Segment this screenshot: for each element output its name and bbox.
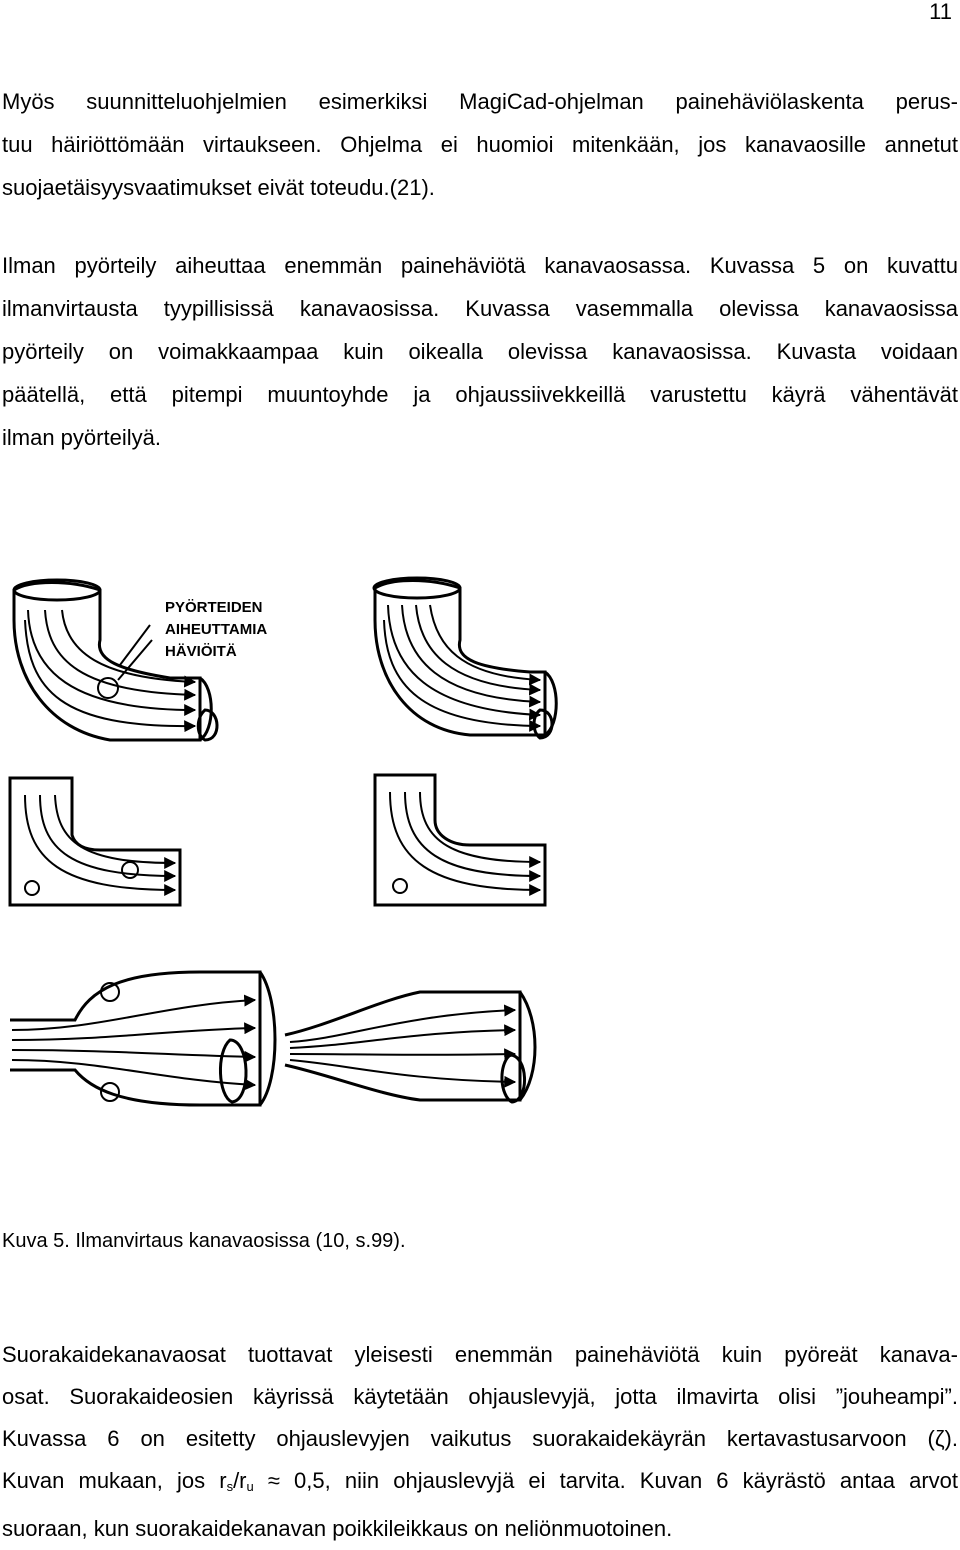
text-line: osat. Suorakaideosien käyrissä käytetään ohjauslevyjä, jotta ilmavirta olisi ”jouheampi”. (2, 1384, 958, 1409)
elbow-round-left (14, 580, 267, 740)
paragraph-1 (2, 80, 958, 209)
label-line: PYÖRTEIDEN (165, 599, 263, 616)
paragraph-2 (2, 244, 958, 459)
text-line-with-formula (2, 1460, 958, 1508)
subscript-s: s (226, 1479, 234, 1494)
figure-caption: Kuva 5. Ilmanvirtaus kanavaosissa (10, s.99). (2, 1230, 406, 1252)
elbow-rect-right (375, 775, 545, 905)
elbow-round-vanes (374, 578, 556, 738)
gradual-transition (285, 992, 535, 1102)
text-line: suojaetäisyysvaatimukset eivät toteudu.(21). (2, 175, 435, 200)
text-line: Ilman pyörteily aiheuttaa enemmän painehäviötä kanavaosassa. Kuvassa 5 on kuvattu (2, 253, 958, 278)
subscript-u: u (246, 1479, 254, 1494)
text-fragment: ≈ 0,5, niin ohjauslevyjä ei tarvita. Kuvan 6 käyrästö antaa arvot (253, 1468, 958, 1493)
abrupt-expansion (10, 972, 275, 1105)
text-line: Kuvassa 6 on esitetty ohjauslevyjen vaikutus suorakaidekäyrän kertavastusarvoon (ζ). (2, 1426, 958, 1451)
vortex-loss-label (165, 599, 267, 660)
text-line: tuu häiriöttömään virtaukseen. Ohjelma ei huomioi mitenkään, jos kanavaosille annetut (2, 132, 958, 157)
text-line: ilman pyörteilyä. (2, 425, 161, 450)
label-line: AIHEUTTAMIA (165, 621, 268, 638)
airflow-figure (0, 560, 560, 1160)
text-line: Suorakaidekanavaosat tuottavat yleisesti enemmän painehäviötä kuin pyöreät kanava- (2, 1342, 958, 1367)
paragraph-3 (2, 1334, 958, 1550)
text-line: suoraan, kun suorakaidekanavan poikkileikkaus on neliönmuotoinen. (2, 1516, 673, 1541)
text-line: päätellä, että pitempi muuntoyhde ja ohjaussiivekkeillä varustettu käyrä vähentävät (2, 382, 958, 407)
elbow-rect-left (10, 778, 180, 905)
label-line: HÄVIÖITÄ (165, 643, 237, 660)
page-number: 11 (929, 0, 952, 24)
text-fragment: Kuvan mukaan, jos r (2, 1468, 227, 1493)
text-fragment: /r (233, 1468, 247, 1493)
text-line: ilmanvirtausta tyypillisissä kanavaosissa. Kuvassa vasemmalla olevissa kanavaosissa (2, 296, 958, 321)
text-line: pyörteily on voimakkaampaa kuin oikealla olevissa kanavaosissa. Kuvasta voidaan (2, 339, 958, 364)
text-line: Myös suunnitteluohjelmien esimerkiksi MagiCad-ohjelman painehäviölaskenta perus- (2, 89, 958, 114)
